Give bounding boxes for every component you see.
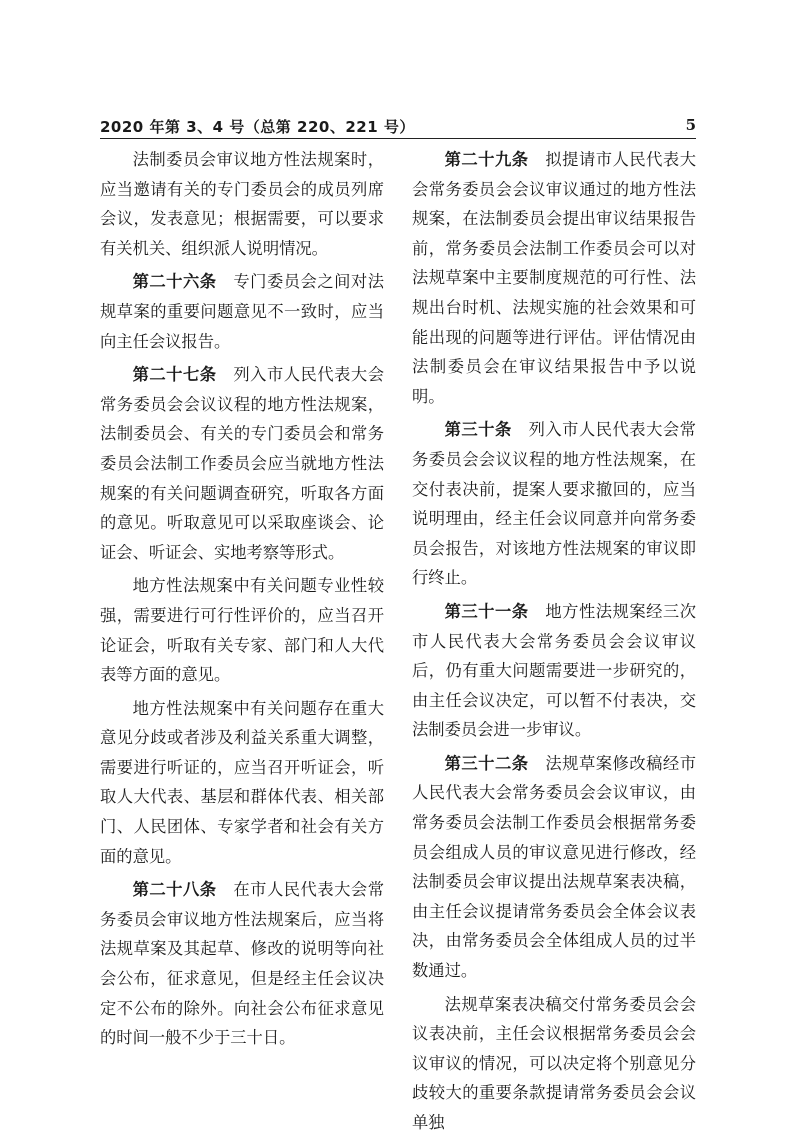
paragraph — [100, 267, 384, 356]
paragraph — [100, 571, 384, 689]
paragraph-text: 在市人民代表大会常务委员会审议地方性法规案后，应当将法规草案及其起草、修改的说明等向社会公布，征求意见，但是经主任会议决定不公布的除外。向社会公布征求意见的时间一般不少于三十日。 — [100, 880, 384, 1048]
right-column — [412, 145, 696, 1142]
paragraph-text: 列入市人民代表大会常务委员会会议议程的地方性法规案，在交付表决前，提案人要求撤回的，应当说明理由，经主任会议同意并向常务委员会报告，对该地方性法规案的审议即行终止。 — [412, 420, 696, 588]
journal-issue-title: 2020 年第 3、4 号（总第 220、221 号） — [100, 118, 415, 136]
running-header — [100, 116, 696, 138]
paragraph — [100, 360, 384, 567]
article-number: 第二十八条 — [132, 880, 217, 900]
article-number: 第二十六条 — [132, 272, 217, 292]
paragraph-text: 法制委员会审议地方性法规案时，应当邀请有关的专门委员会的成员列席会议，发表意见；根据需要，可以要求有关机关、组织派人说明情况。 — [100, 150, 384, 258]
left-column — [100, 145, 384, 1057]
paragraph-text: 拟提请市人民代表大会常务委员会会议审议通过的地方性法规案，在法制委员会提出审议结果报告前，常务委员会法制工作委员会可以对法规草案中主要制度规范的可行性、法规出台时机、法规实施的社会效果和可能出现的问题等进行评估。评估情况由法制委员会在审议结果报告中予以说明。 — [412, 150, 696, 406]
article-number: 第三十一条 — [444, 601, 529, 621]
paragraph-text: 专门委员会之间对法规草案的重要问题意见不一致时，应当向主任会议报告。 — [100, 272, 384, 351]
paragraph-text: 地方性法规案中有关问题专业性较强，需要进行可行性评价的，应当召开论证会，听取有关专家、部门和人大代表等方面的意见。 — [100, 576, 384, 685]
article-number: 第二十九条 — [444, 150, 529, 169]
paragraph-text: 法规草案修改稿经市人民代表大会常务委员会会议审议，由常务委员会法制工作委员会根据常务委员会组成人员的审议意见进行修改，经法制委员会审议提出法规草案表决稿，由主任会议提请常务委员会全体会议表决，由常务委员会全体组成人员的过半数通过。 — [412, 753, 696, 981]
paragraph — [100, 145, 384, 263]
article-number: 第三十二条 — [444, 753, 529, 773]
paragraph-text: 法规草案表决稿交付常务委员会会议表决前，主任会议根据常务委员会会议审议的情况，可以决定将个别意见分歧较大的重要条款提请常务委员会会议单独 — [412, 994, 696, 1132]
paragraph — [412, 749, 696, 986]
paragraph-text: 列入市人民代表大会常务委员会会议议程的地方性法规案，法制委员会、有关的专门委员会和常务委员会法制工作委员会应当就地方性法规案的有关问题调查研究，听取各方面的意见。听取意见可以采取座谈会、论证会、听证会、实地考察等形式。 — [100, 365, 384, 562]
paragraph — [100, 875, 384, 1053]
paragraph — [412, 415, 696, 593]
paragraph — [100, 694, 384, 872]
page-number: 5 — [685, 116, 696, 134]
paragraph-text: 地方性法规案经三次市人民代表大会常务委员会会议审议后，仍有重大问题需要进一步研究的，由主任会议决定，可以暂不付表决，交法制委员会进一步审议。 — [412, 601, 696, 740]
paragraph — [412, 990, 696, 1138]
paragraph — [412, 597, 696, 745]
article-number: 第三十条 — [444, 420, 512, 440]
article-number: 第二十七条 — [132, 365, 217, 385]
paragraph-text: 地方性法规案中有关问题存在重大意见分歧或者涉及利益关系重大调整，需要进行听证的，应当召开听证会，听取人大代表、基层和群体代表、相关部门、人民团体、专家学者和社会有关方面的意见。 — [100, 698, 384, 866]
paragraph — [412, 145, 696, 411]
header-rule — [100, 138, 696, 139]
